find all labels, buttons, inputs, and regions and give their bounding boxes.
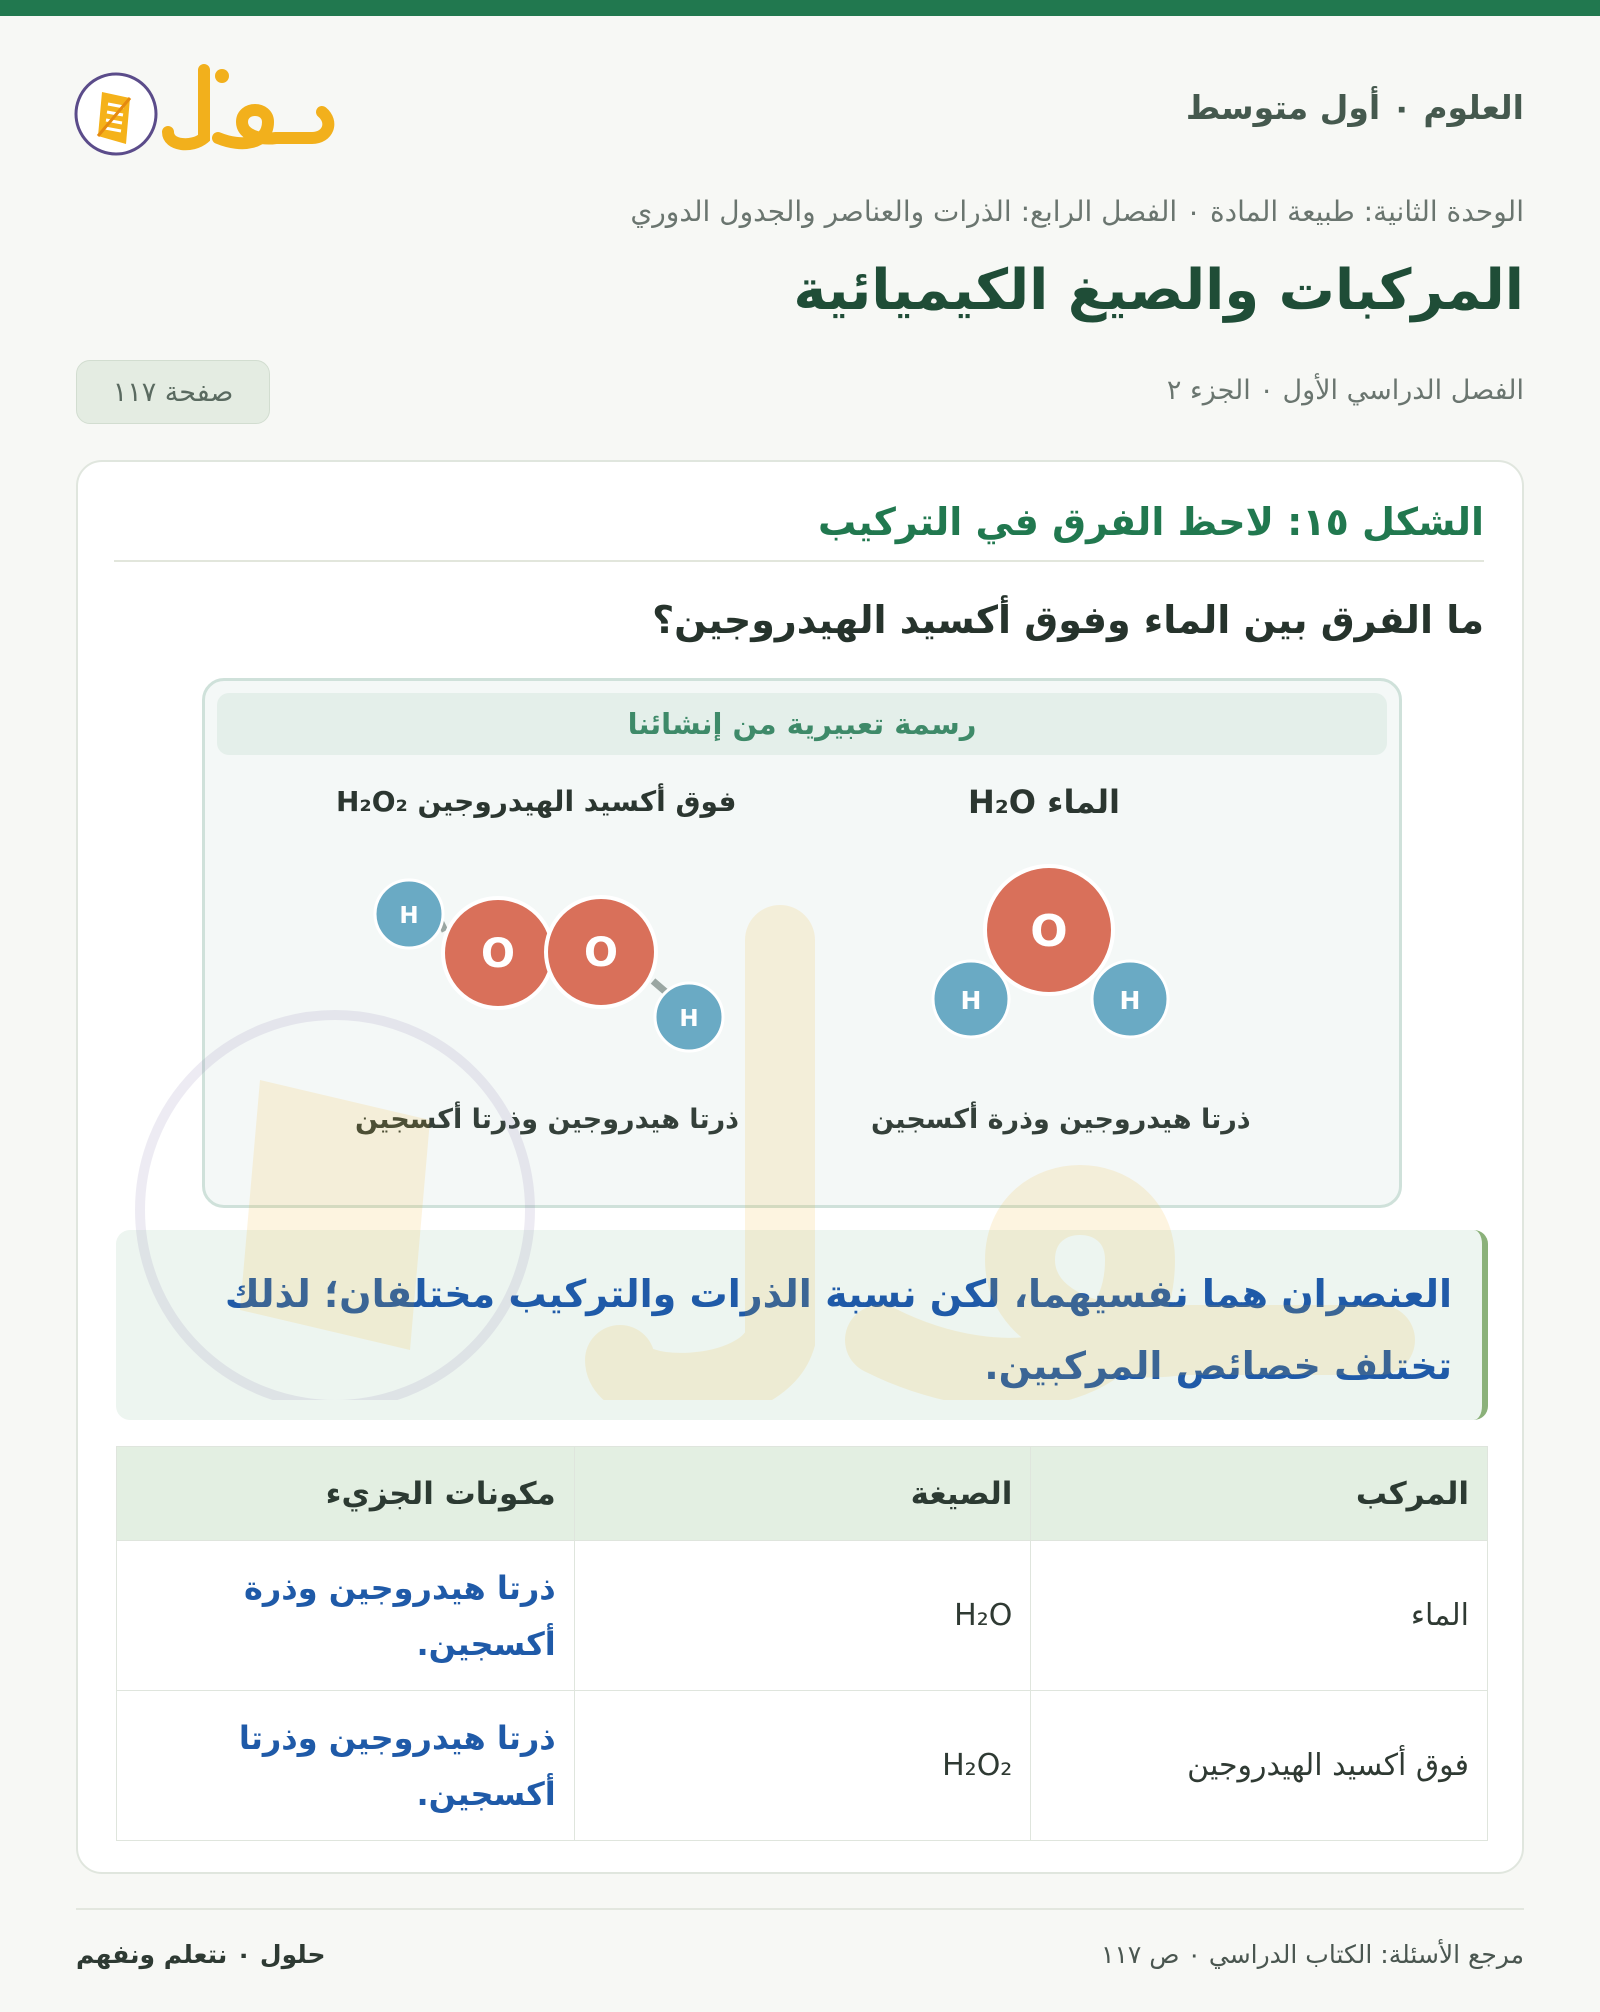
- top-accent-bar: [0, 0, 1600, 16]
- water-description: ذرتا هيدروجين وذرة أكسجين: [871, 1104, 1251, 1135]
- divider: [114, 560, 1484, 562]
- peroxide-description: ذرتا هيدروجين وذرتا أكسجين: [355, 1104, 739, 1135]
- note-text: العنصران هما نفسيهما، لكن نسبة الذرات والتركيب مختلفان؛ لذلك تختلف خصائص المركبين.: [224, 1272, 1452, 1388]
- column-header: الصيغة: [574, 1447, 1031, 1541]
- footer-brand: حلول ٠ نتعلم ونفهم: [76, 1940, 326, 1969]
- footer-divider: [76, 1908, 1524, 1910]
- atom-symbol: H: [679, 1006, 699, 1032]
- compound-cell: فوق أكسيد الهيدروجين: [1031, 1691, 1488, 1841]
- components-cell: ذرتا هيدروجين وذرة أكسجين.: [117, 1541, 575, 1691]
- term-label: الفصل الدراسي الأول ٠ الجزء ٢: [1166, 375, 1524, 406]
- atom-symbol: O: [1030, 906, 1068, 957]
- table-row: [117, 1541, 1488, 1691]
- compounds-table: [116, 1446, 1488, 1841]
- components-cell: ذرتا هيدروجين وذرتا أكسجين.: [117, 1691, 575, 1841]
- page-title: المركبات والصيغ الكيميائية: [793, 258, 1524, 323]
- atom-symbol: H: [1119, 986, 1141, 1015]
- column-header: المركب: [1031, 1447, 1488, 1541]
- formula-cell: H₂O: [574, 1541, 1031, 1691]
- table-row: [117, 1691, 1488, 1841]
- atom-symbol: H: [960, 986, 982, 1015]
- table-header-row: [117, 1447, 1488, 1541]
- diagram-caption: رسمة تعبيرية من إنشائنا: [217, 693, 1387, 755]
- atom-symbol: O: [480, 931, 516, 977]
- water-molecule: [933, 866, 1168, 1037]
- peroxide-molecule: [375, 880, 723, 1051]
- hulul-logo: [72, 52, 342, 160]
- molecule-diagram: [202, 678, 1402, 1208]
- explanation-note: [116, 1230, 1488, 1420]
- peroxide-label: فوق أكسيد الهيدروجين H₂O₂: [336, 785, 737, 818]
- column-header: مكونات الجزيء: [117, 1447, 575, 1541]
- breadcrumb: الوحدة الثانية: طبيعة المادة ٠ الفصل الرابع: الذرات والعناصر والجدول الدوري: [630, 195, 1524, 228]
- atom-symbol: H: [399, 903, 419, 929]
- atom-symbol: O: [583, 930, 619, 976]
- water-label: الماء H₂O: [968, 783, 1120, 821]
- compound-cell: الماء: [1031, 1541, 1488, 1691]
- page-number-badge: صفحة ١١٧: [76, 360, 270, 424]
- figure-title: الشكل ١٥: لاحظ الفرق في التركيب: [818, 500, 1484, 544]
- figure-question: ما الفرق بين الماء وفوق أكسيد الهيدروجين؟: [652, 598, 1484, 642]
- figure-card: [76, 460, 1524, 1874]
- formula-cell: H₂O₂: [574, 1691, 1031, 1841]
- subject-label: العلوم ٠ أول متوسط: [1185, 88, 1524, 127]
- footer-reference: مرجع الأسئلة: الكتاب الدراسي ٠ ص ١١٧: [1101, 1940, 1524, 1969]
